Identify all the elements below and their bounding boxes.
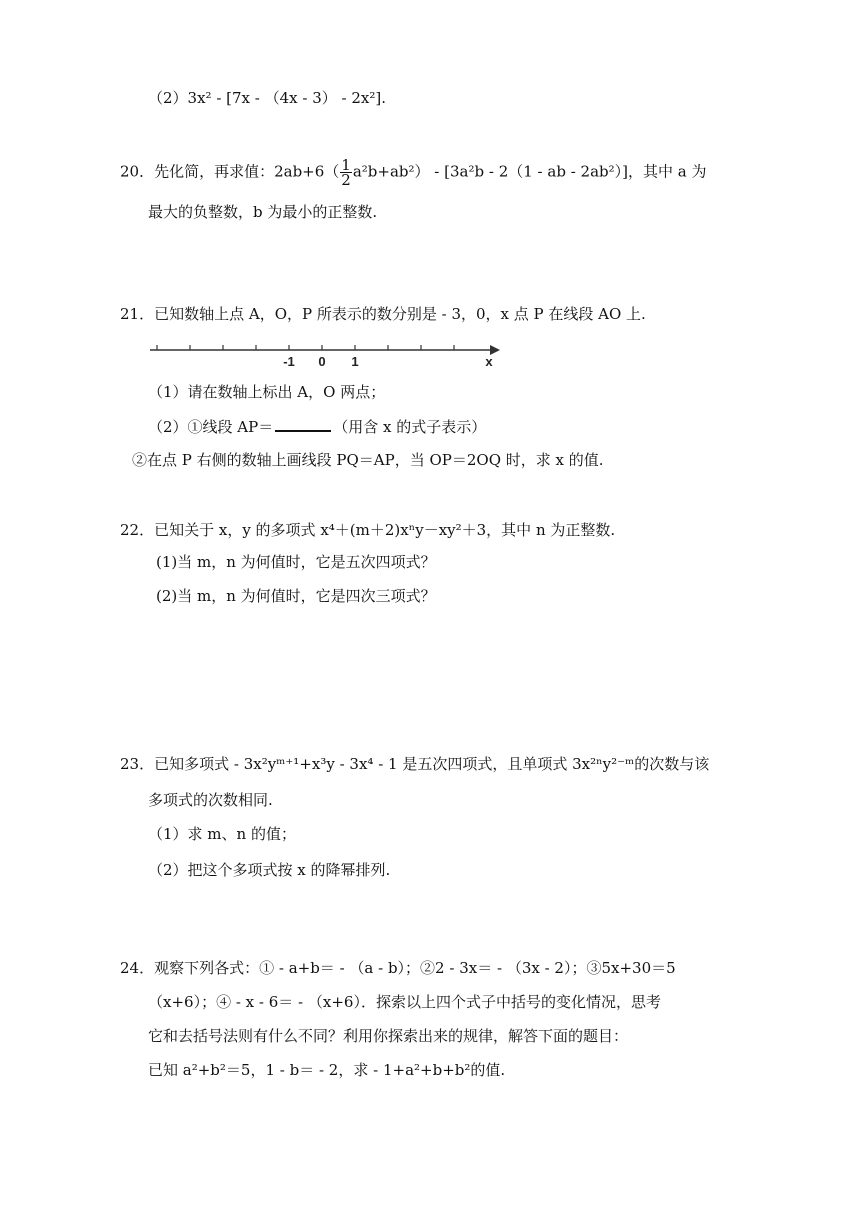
problem-24-line-3: 它和去括号法则有什么不同？利用你探索出来的规律，解答下面的题目： <box>148 1027 629 1045</box>
tick-label-0: 0 <box>318 354 326 369</box>
problem-23-line-2: 多项式的次数相同. <box>148 791 273 809</box>
number-line-figure <box>148 340 504 370</box>
problem-20-text-after: a²b+ab²） - [3a²b - 2（1 - ab - 2ab²）]，其中 a 为 <box>352 162 707 181</box>
problem-21-part-1: （1）请在数轴上标出 A，O 两点； <box>148 383 386 401</box>
tick-label-minus-1: -1 <box>283 354 295 369</box>
problem-22-part-2: (2)当 m，n 为何值时，它是四次三项式？ <box>156 587 436 605</box>
problem-21-stem: 21．已知数轴上点 A，O，P 所表示的数分别是 - 3，0，x 点 P 在线段 AO 上. <box>120 305 646 323</box>
problem-24-line-4: 已知 a²+b²＝5，1 - b＝ - 2，求 - 1+a²+b+b²的值. <box>148 1061 506 1079</box>
problem-23-part-1: （1）求 m、n 的值； <box>148 825 296 843</box>
problem-23-part-2: （2）把这个多项式按 x 的降幂排列. <box>148 861 391 879</box>
problem-19-part-2: （2）3x² - [7x - （4x - 3） - 2x²]. <box>148 89 387 107</box>
problem-21-part-2 <box>148 416 486 437</box>
axis-label-x: x <box>485 354 493 369</box>
problem-22-part-1: (1)当 m，n 为何值时，它是五次四项式？ <box>156 553 436 571</box>
problem-21-part-2-text-before: （2）①线段 AP＝ <box>148 418 274 436</box>
problem-24-line-1: 24．观察下列各式：① - a+b＝ - （a - b）；②2 - 3x＝ - （3x - 2）；③5x+30＝5 <box>120 959 676 977</box>
number-line-ticks <box>157 345 454 350</box>
problem-20-text-before: 20．先化简，再求值：2ab+6（ <box>120 162 340 181</box>
problem-23-line-1: 23．已知多项式 - 3x²yᵐ⁺¹+x³y - 3x⁴ - 1 是五次四项式，且单项式 3x²ⁿy²⁻ᵐ的次数与该 <box>120 755 710 773</box>
fraction-denominator: 2 <box>341 171 351 189</box>
problem-21-part-2-text-after: （用含 x 的式子表示） <box>333 418 487 436</box>
fraction-numerator: 1 <box>341 156 351 174</box>
tick-label-1: 1 <box>351 354 359 369</box>
problem-22-stem: 22．已知关于 x，y 的多项式 x⁴＋(m＋2)xⁿy－xy²＋3，其中 n 为正整数. <box>120 521 616 539</box>
problem-20-line-2: 最大的负整数，b 为最小的正整数. <box>148 203 378 221</box>
answer-blank[interactable] <box>275 416 331 432</box>
problem-21-part-2b: ②在点 P 右侧的数轴上画线段 PQ＝AP，当 OP＝2OQ 时，求 x 的值. <box>132 451 604 469</box>
problem-24-line-2: （x+6）；④ - x - 6＝ - （x+6）．探索以上四个式子中括号的变化情况，思考 <box>148 993 661 1011</box>
fraction-one-half <box>340 158 352 187</box>
problem-20-line-1 <box>120 158 706 187</box>
